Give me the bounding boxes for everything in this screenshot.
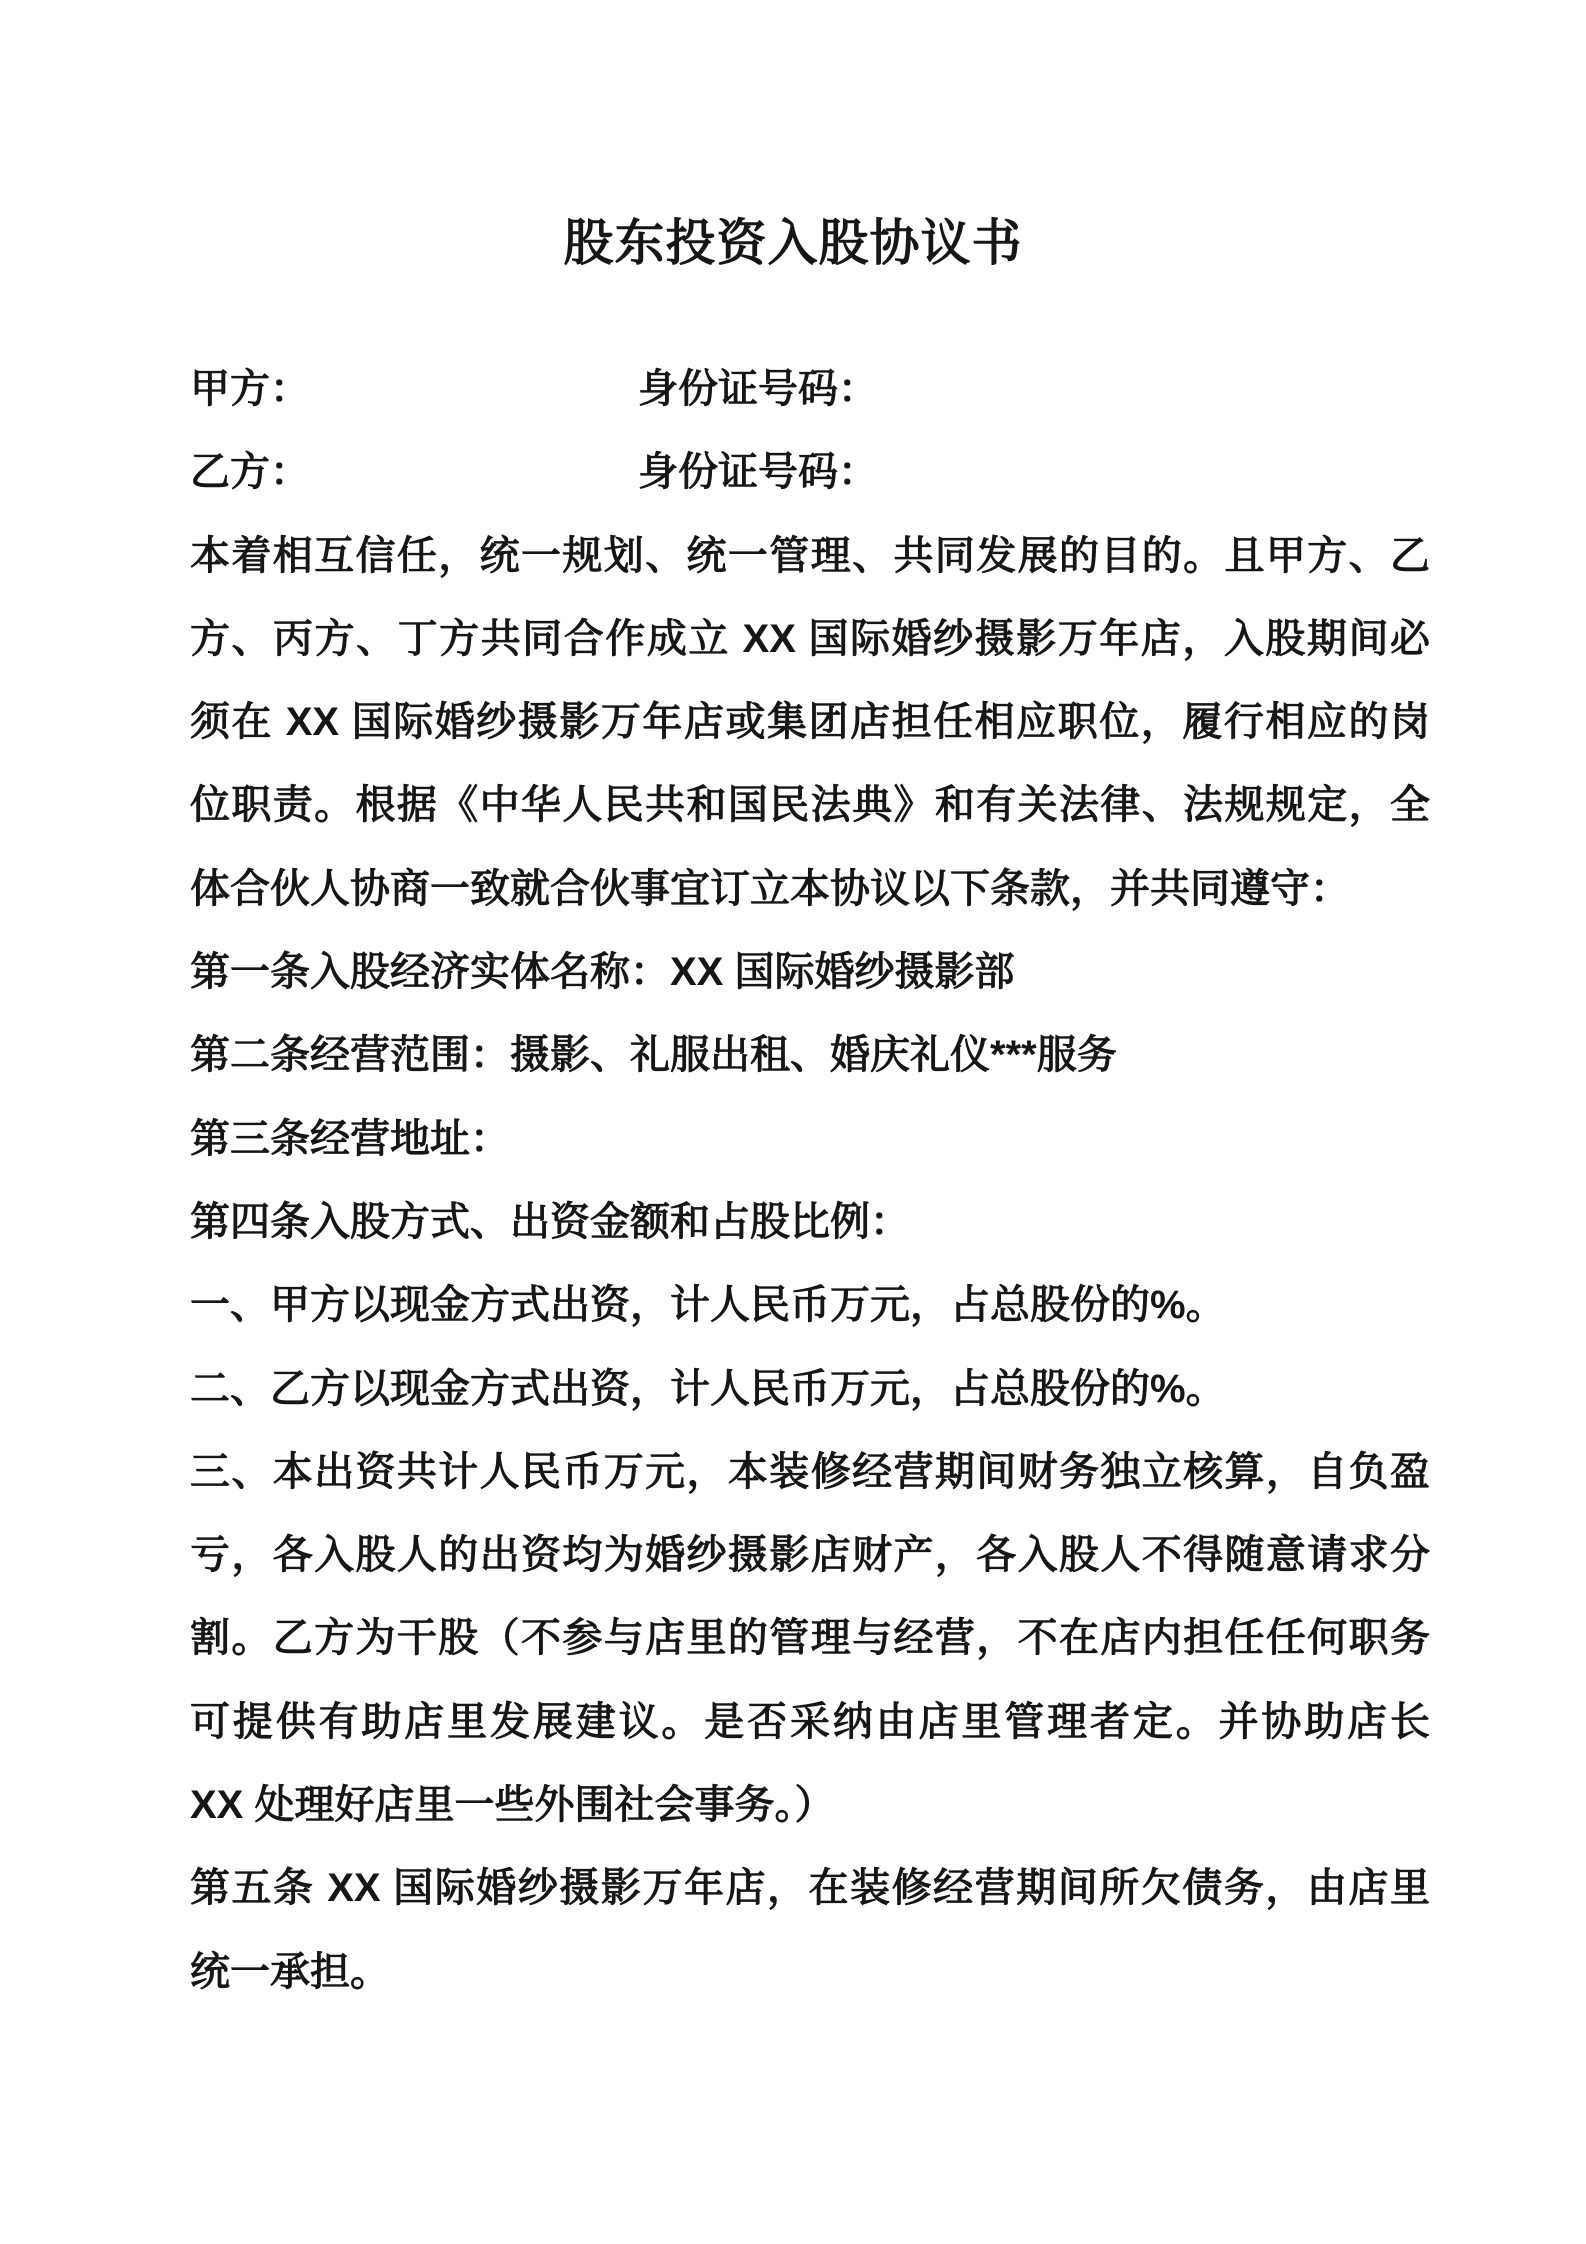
body-line: 一、甲方以现金方式出资，计人民币万元，占总股份的%。 <box>190 1283 1226 1328</box>
body-line: 体合伙人协商一致就合伙事宜订立本协议以下条款，并共同遵守： <box>190 866 1350 911</box>
body-line: 割。乙方为干股（不参与店里的管理与经营，不在店内担任任何职务 <box>190 1616 1430 1661</box>
body-line: 三、本出资共计人民币万元，本装修经营期间财务独立核算，自负盈 <box>190 1449 1430 1494</box>
clause-line-4: 第四条入股方式、出资金额和占股比例： <box>190 1199 910 1244</box>
body-line: 方、丙方、丁方共同合作成立 XX 国际婚纱摄影万年店，入股期间必 <box>190 616 1430 661</box>
body-line: XX 处理好店里一些外围社会事务。） <box>190 1783 835 1828</box>
clause-line-3: 第三条经营地址： <box>190 1116 510 1161</box>
party-a-label: 甲方： <box>190 367 310 411</box>
document-title: 股东投资入股协议书 <box>563 215 1023 271</box>
clause-line-2: 第二条经营范围：摄影、礼服出租、婚庆礼仪***服务 <box>190 1033 1117 1078</box>
body-line: 可提供有助店里发展建议。是否采纳由店里管理者定。并协助店长 <box>190 1699 1430 1744</box>
clause-line-5: 第五条 XX 国际婚纱摄影万年店，在装修经营期间所欠债务，由店里 <box>190 1866 1430 1911</box>
party-a-row <box>190 348 1430 431</box>
party-b-label: 乙方： <box>190 450 310 495</box>
body-line: 亏，各入股人的出资均为婚纱摄影店财产，各入股人不得随意请求分 <box>190 1533 1430 1578</box>
body-line: 二、乙方以现金方式出资，计人民币万元，占总股份的%。 <box>190 1366 1226 1411</box>
body-line: 须在 XX 国际婚纱摄影万年店或集团店担任相应职位，履行相应的岗 <box>190 700 1430 745</box>
body-line: 位职责。根据《中华人民共和国民法典》和有关法律、法规规定，全 <box>190 783 1430 828</box>
clause-line-1: 第一条入股经济实体名称：XX 国际婚纱摄影部 <box>190 950 1015 995</box>
document-body <box>190 348 1430 2014</box>
body-line: 统一承担。 <box>190 1949 390 1994</box>
party-b-row <box>190 431 1430 514</box>
party-b-id-label: 身份证号码： <box>638 450 878 495</box>
party-a-id-label: 身份证号码： <box>638 367 878 411</box>
body-line: 本着相互信任，统一规划、统一管理、共同发展的目的。且甲方、乙 <box>190 533 1430 578</box>
